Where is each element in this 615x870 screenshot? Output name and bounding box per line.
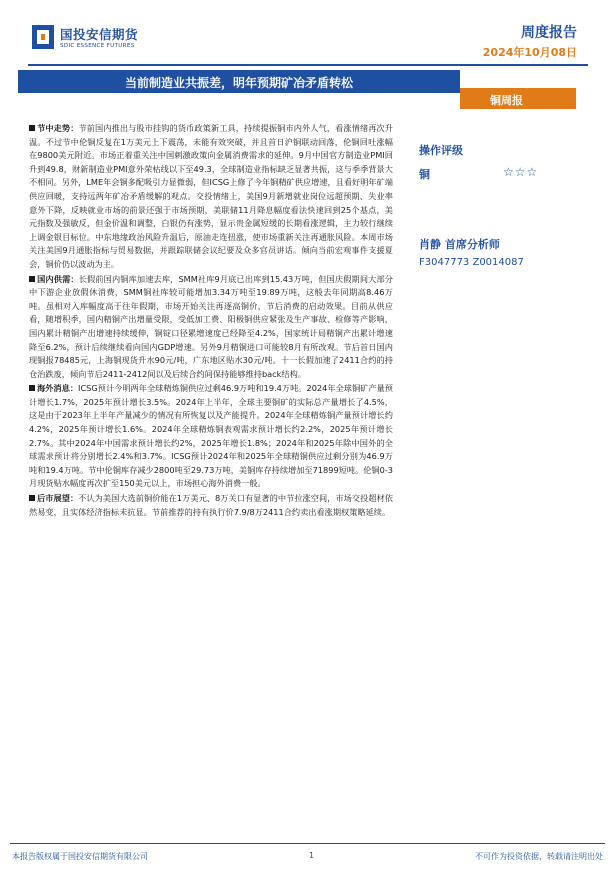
section-lead: 后市展望： <box>37 493 79 504</box>
report-title: 当前制造业共振差，明年预期矿冶矛盾转松 <box>124 76 353 90</box>
logo-mark-icon <box>32 25 54 49</box>
page-header <box>0 0 615 70</box>
section-text: ICSG预计今明两年全球精炼铜供应过剩46.9万吨和19.4万吨。2024年全球铜矿产量预计增长1.7%，2025年预计增长3.5%。2024年上半年，全球主要铜矿的实际总产量增长了4.5%，这是由于2023年上半年产量减少的情况有所恢复以及产能提升。2024年全球精炼铜产量预计增长约4.2%，2025年预计增长1.6%。2024年全球精炼铜表观需求预计增长约2.2%，2025年预计增长2.7%。其中2024年中国需求预计增长约2%，2025年增长1.8%；2024年和2025年除中国外的全球需求预计将分别增长2.4%和3.7%。ICSG预计2024年和2025年全球精铜供应过剩分别为46.9万吨和19.4万吨。节中伦铜库存减少2800吨至29.73万吨，美铜库存持续增加至71899短吨。伦铜0-3月现货贴水幅度再次扩至150美元以上，市场担心海外消费一般。 <box>29 383 393 489</box>
rating-sector: 铜 <box>419 168 430 181</box>
bullet-icon <box>29 125 35 131</box>
section-lead: 海外消息： <box>37 383 79 394</box>
page-number: 1 <box>309 851 315 860</box>
header-divider <box>28 64 588 66</box>
section-lead: 国内供需： <box>37 273 79 284</box>
report-body <box>29 122 393 520</box>
rating-row <box>419 166 589 180</box>
section-outlook <box>29 492 393 519</box>
sector-tag <box>460 88 576 109</box>
bullet-icon <box>29 495 35 501</box>
logo-text-cn: 国投安信期货 <box>60 27 139 42</box>
company-logo <box>32 22 172 56</box>
section-text: 长假前国内铜库加速去库，SMM社库9月底已出库到15.43万吨，但国庆假期间大部分中下游企业放假休消费，SMM铜社库较可能增加3.34万吨至19.89万吨，这般去年同期高8.46万吨。虽相对入库幅度高于往年假期，市场开始关注再逐高铜价，节后消费的启动效果。目前从供应看，随增积季，国内精铜产出增量受限，受低加工费、阳极铜供应紧张及生产事故、检修等产影响，国内累计精铜产出增速持续缓伸，铜锭口径累增速度已经降至4.2%，国家统计局精铜产出累计增速降至6.2%，预计后续继续看向国内GDP增速。另外9月精铜进口可能较8月有所改观。节后首日国内现铜报78485元，上海铜现货升水90元/吨，广东地区贴水30元/吨。十一长假加速了2411合约的持仓治跌废，倾向节后2411-2412间以及后续合约间保持能够维持back结构。 <box>29 273 393 379</box>
logo-text-en: SDIC ESSENCE FUTURES <box>60 43 135 49</box>
report-type: 周度报告 <box>521 25 577 41</box>
bullet-icon <box>29 385 35 391</box>
report-date: 2024年10月08日 <box>482 46 577 59</box>
footer-divider <box>10 843 605 844</box>
footer-copyright: 本报告版权属于国投安信期货有限公司 <box>12 852 148 861</box>
sector-tag-label: 铜周报 <box>490 94 523 107</box>
analyst-name: 肖静 首席分析师 <box>419 238 500 251</box>
section-text: 不认为美国大选前铜价能在1万美元、8万关口有显著的中节拉涨空间，市场交投超材依然易变，且实体经济指标未抗显。节前推荐的持有执行价7.9/8万2411合约卖出看涨期权策略延续。 <box>29 493 393 517</box>
bullet-icon <box>29 276 35 282</box>
section-domestic-supply-demand <box>29 273 393 382</box>
title-banner <box>18 70 460 93</box>
section-text: 节前国内推出与股市挂钩的货币政策新工具，持续提振铜市内外人气，看涨情绪再次升温。不过节中伦铜反复在1万美元上下震荡，未能有效突破，并且首日沪铜联动回落，伦铜回吐涨幅在9800美元附近。市场正着重关注中国刺激政策向金属消费需求的延伸。9月中国官方制造业PMI回升到49.8，财新制造业PMI意外荣枯线以下至49.3，全球制造业指标缺乏显著共振，这与季季背景大不相同。另外，LME年会铜多配吸引力显微弱，但ICSG上修了今年铜精矿供应增速，且看好明年矿端供应回暖，支持远两年矿冶矛盾缓解的观点。交投情绪上，美国9月新增就业岗位远超预期、失业率意外下降，反映就业市场的前景还强于市场预期，美联储11月降息幅度看法快速回到25个基点，美元指数及强敏反，但金价温和调整，白银仍有涨势，显示贵金属短缓的长期看涨逻辑，主力较行继续上调金银目标位。中东地缘政治风险升温后，原油走连扭涨，使市场重新关注再通胀风险。本周市场关注美国9月通胀指标与贸易数据，并跟踪联储会议纪要及众多官员讲话。倾向当前宏观事件支援夏会，铜价仍以波动为主。 <box>29 123 393 269</box>
rating-stars-icon: ☆☆☆ <box>503 165 539 179</box>
section-overseas-news <box>29 382 393 491</box>
section-lead: 节中走势： <box>37 123 79 133</box>
rating-label: 操作评级 <box>419 144 463 157</box>
section-market-trend <box>29 122 393 272</box>
analyst-license-ids: F3047773 Z0014087 <box>419 257 524 268</box>
footer-disclaimer: 不可作为投资依据，转载请注明出处 <box>475 852 603 861</box>
sidebar <box>419 142 589 268</box>
